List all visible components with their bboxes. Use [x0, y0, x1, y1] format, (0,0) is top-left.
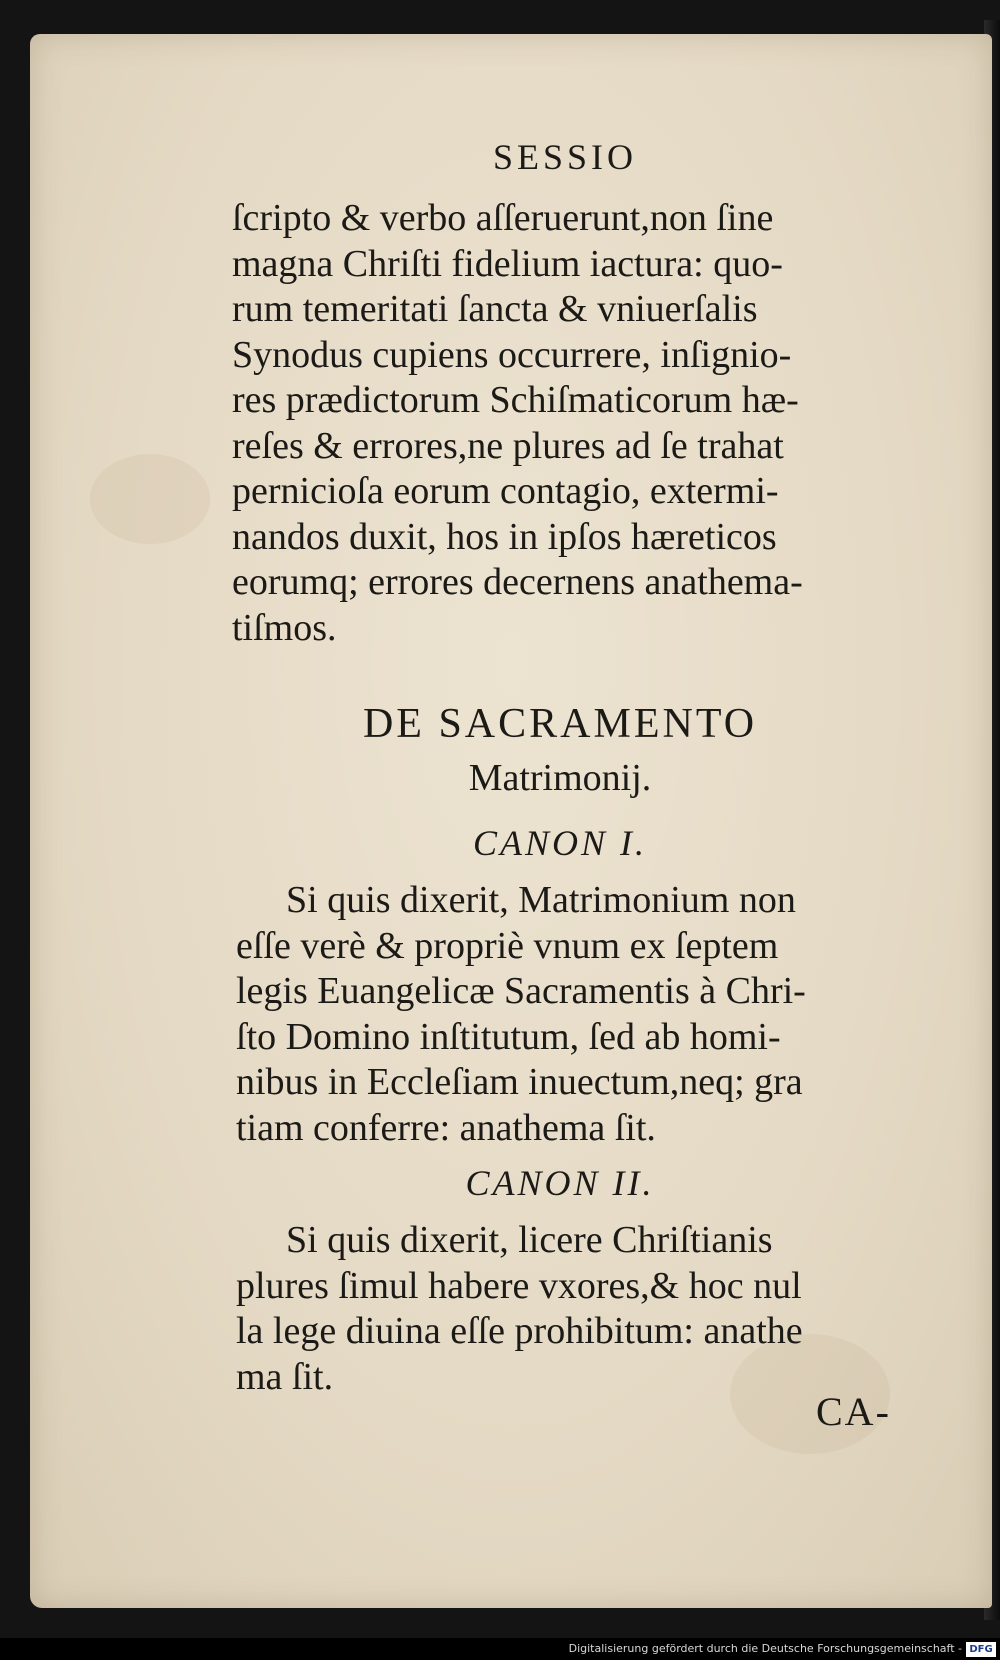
text-line: tiſmos.	[232, 606, 337, 649]
dfg-logo[interactable]: DFG	[966, 1642, 996, 1657]
text-line: rum temeritati ſancta & vniuerſalis	[232, 288, 758, 330]
text-line: nandos duxit, hos in ipſos hæreticos	[232, 515, 777, 558]
canon-heading: CANON I.	[472, 823, 647, 863]
text-line: la lege diuina eſſe prohibitum: anathe	[236, 1310, 803, 1352]
text-line: magna Chriſti fidelium iactura: quo-	[232, 242, 783, 285]
text-line: ſcripto & verbo aſſeruerunt,non ſine	[232, 197, 774, 239]
text-line: ma ſit.	[236, 1355, 334, 1398]
text-line: plures ſimul habere vxores,& hoc nul	[236, 1264, 802, 1307]
canon-text	[236, 1218, 920, 1400]
text-line: res prædictorum Schiſmaticorum hæ-	[232, 379, 799, 421]
text-line: pernicioſa eorum contagio, extermi-	[232, 470, 779, 512]
footer-bar	[0, 1638, 1000, 1660]
text-line: Synodus cupiens occurrere, inſignio-	[232, 333, 792, 376]
section-title: DE SACRAMENTO	[362, 701, 758, 747]
canon-text	[236, 878, 920, 1151]
text-line: reſes & errores,ne plures ad ſe trahat	[232, 424, 784, 467]
section-subtitle: Matrimonij.	[468, 757, 652, 799]
text-line: eſſe verè & propriè vnum ex ſeptem	[236, 924, 779, 967]
catchword: CA-	[816, 1389, 891, 1434]
paper-stain	[90, 454, 210, 544]
text-line: ſto Domino inſtitutum, ſed ab homi-	[236, 1015, 781, 1058]
text-line: nibus in Eccleſiam inuectum,neq; gra	[236, 1061, 803, 1103]
footer-credit: Digitalisierung gefördert durch die Deutsche Forschungsgemeinschaft -	[568, 1642, 962, 1655]
text-line: legis Euangelicæ Sacramentis à Chri-	[236, 970, 806, 1012]
intro-paragraph	[232, 196, 882, 651]
text-line: Si quis dixerit, licere Chriſtianis	[286, 1219, 773, 1261]
text-line: tiam conferre: anathema ſit.	[236, 1106, 656, 1149]
text-line: Si quis dixerit, Matrimonium non	[286, 879, 796, 921]
running-head: SESSIO	[492, 137, 638, 177]
canon-heading: CANON II.	[465, 1163, 655, 1203]
text-line: eorumq; errores decernens anathema-	[232, 561, 803, 603]
